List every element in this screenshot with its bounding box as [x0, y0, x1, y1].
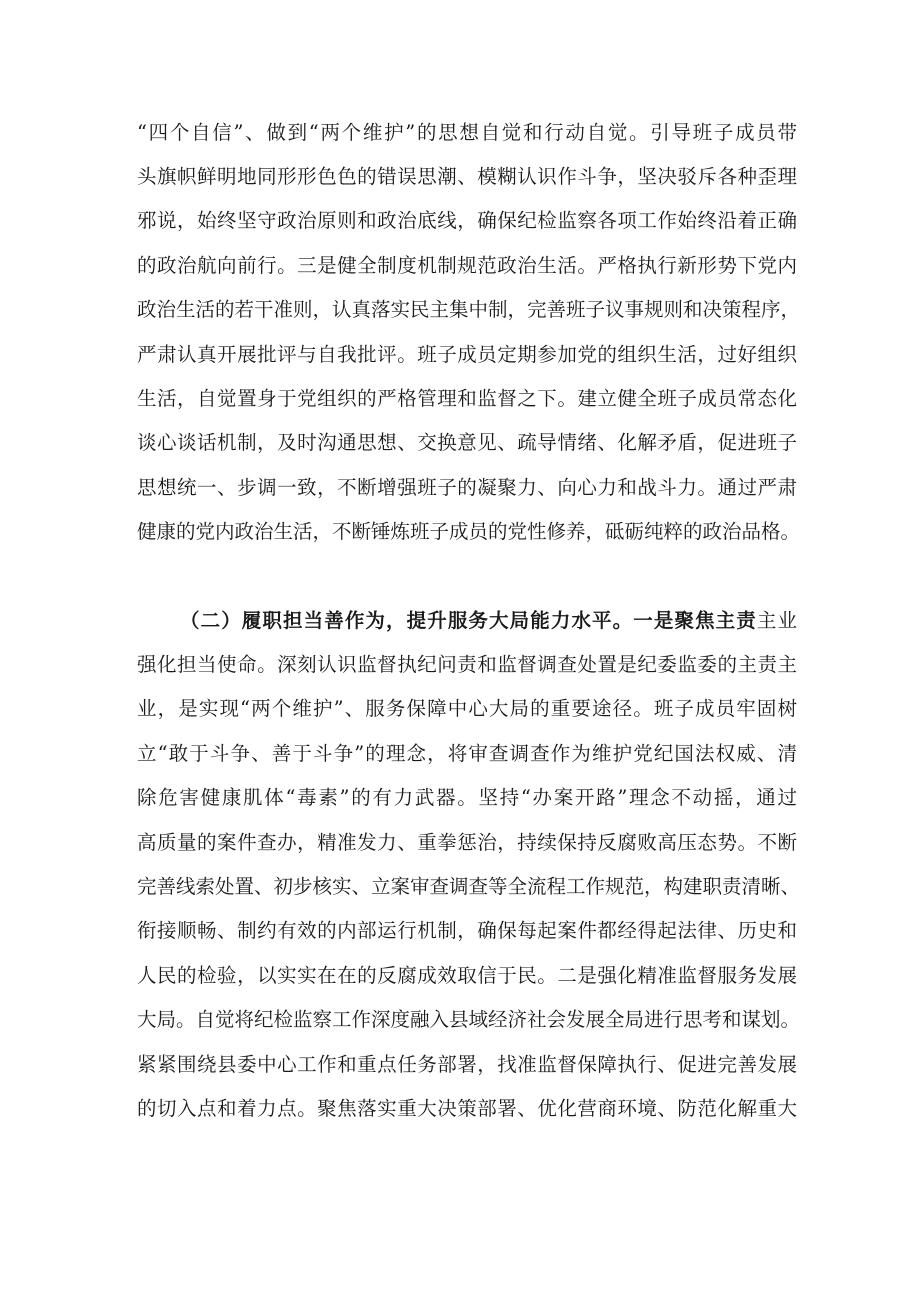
paragraph-2-line-8: 衔接顺畅、制约有效的内部运行机制，确保每起案件都经得起法律、历史和 [137, 919, 797, 942]
paragraph-2-line-7: 完善线索处置、初步核实、立案审查调查等全流程工作规范，构建职责清晰、 [137, 875, 801, 898]
paragraph-2-line-10: 大局。自觉将纪检监察工作深度融入县域经济社会发展全局进行思考和谋划。 [137, 1008, 801, 1031]
paragraph-1-line-4: 的政治航向前行。三是健全制度机制规范政治生活。严格执行新形势下党内 [137, 254, 797, 277]
paragraph-2-line-4: 立“敢于斗争、善于斗争”的理念，将审查调查作为维护党纪国法权威、清 [137, 742, 797, 765]
paragraph-1-line-5: 政治生活的若干准则，认真落实民主集中制，完善班子议事规则和决策程序， [137, 298, 801, 321]
paragraph-2-line-6: 高质量的案件查办，精准发力、重拳惩治，持续保持反腐败高压态势。不断 [137, 831, 797, 854]
paragraph-2-line-11: 紧紧围绕县委中心工作和重点任务部署，找准监督保障执行、促进完善发展 [137, 1053, 797, 1076]
paragraph-2-line-3: 业，是实现“两个维护”、服务保障中心大局的重要途径。班子成员牢固树 [137, 697, 797, 720]
paragraph-2-first-line [180, 604, 797, 638]
paragraph-1-line-1: “四个自信”、做到“两个维护”的思想自觉和行动自觉。引导班子成员带 [137, 121, 797, 144]
paragraph-2-line-5: 除危害健康肌体“毒素”的有力武器。坚持“办案开路”理念不动摇，通过 [137, 786, 797, 809]
heading-line-continuation: 主业 [756, 609, 797, 632]
paragraph-1-line-10: 健康的党内政治生活，不断锤炼班子成员的党性修养，砥砺纯粹的政治品格。 [137, 520, 801, 543]
paragraph-1-line-3: 邪说，始终坚守政治原则和政治底线，确保纪检监察各项工作始终沿着正确 [137, 209, 797, 232]
paragraph-1-line-6: 严肃认真开展批评与自我批评。班子成员定期参加党的组织生活，过好组织 [137, 343, 797, 366]
paragraph-1-line-9: 思想统一、步调一致，不断增强班子的凝聚力、向心力和战斗力。通过严肃 [137, 476, 797, 499]
paragraph-1-line-2: 头旗帜鲜明地同形形色色的错误思潮、模糊认识作斗争，坚决驳斥各种歪理 [137, 165, 797, 188]
paragraph-2-line-2: 强化担当使命。深刻认识监督执纪问责和监督调查处置是纪委监委的主责主 [137, 653, 797, 676]
section-heading: （二）履职担当善作为，提升服务大局能力水平。一是聚焦主责 [180, 609, 757, 632]
paragraph-2-line-9: 人民的检验，以实实在在的反腐成效取信于民。二是强化精准监督服务发展 [137, 964, 797, 987]
paragraph-1-line-8: 谈心谈话机制，及时沟通思想、交换意见、疏导情绪、化解矛盾，促进班子 [137, 431, 797, 454]
paragraph-2-line-12: 的切入点和着力点。聚焦落实重大决策部署、优化营商环境、防范化解重大 [137, 1097, 797, 1120]
paragraph-1-line-7: 生活，自觉置身于党组织的严格管理和监督之下。建立健全班子成员常态化 [137, 387, 797, 410]
